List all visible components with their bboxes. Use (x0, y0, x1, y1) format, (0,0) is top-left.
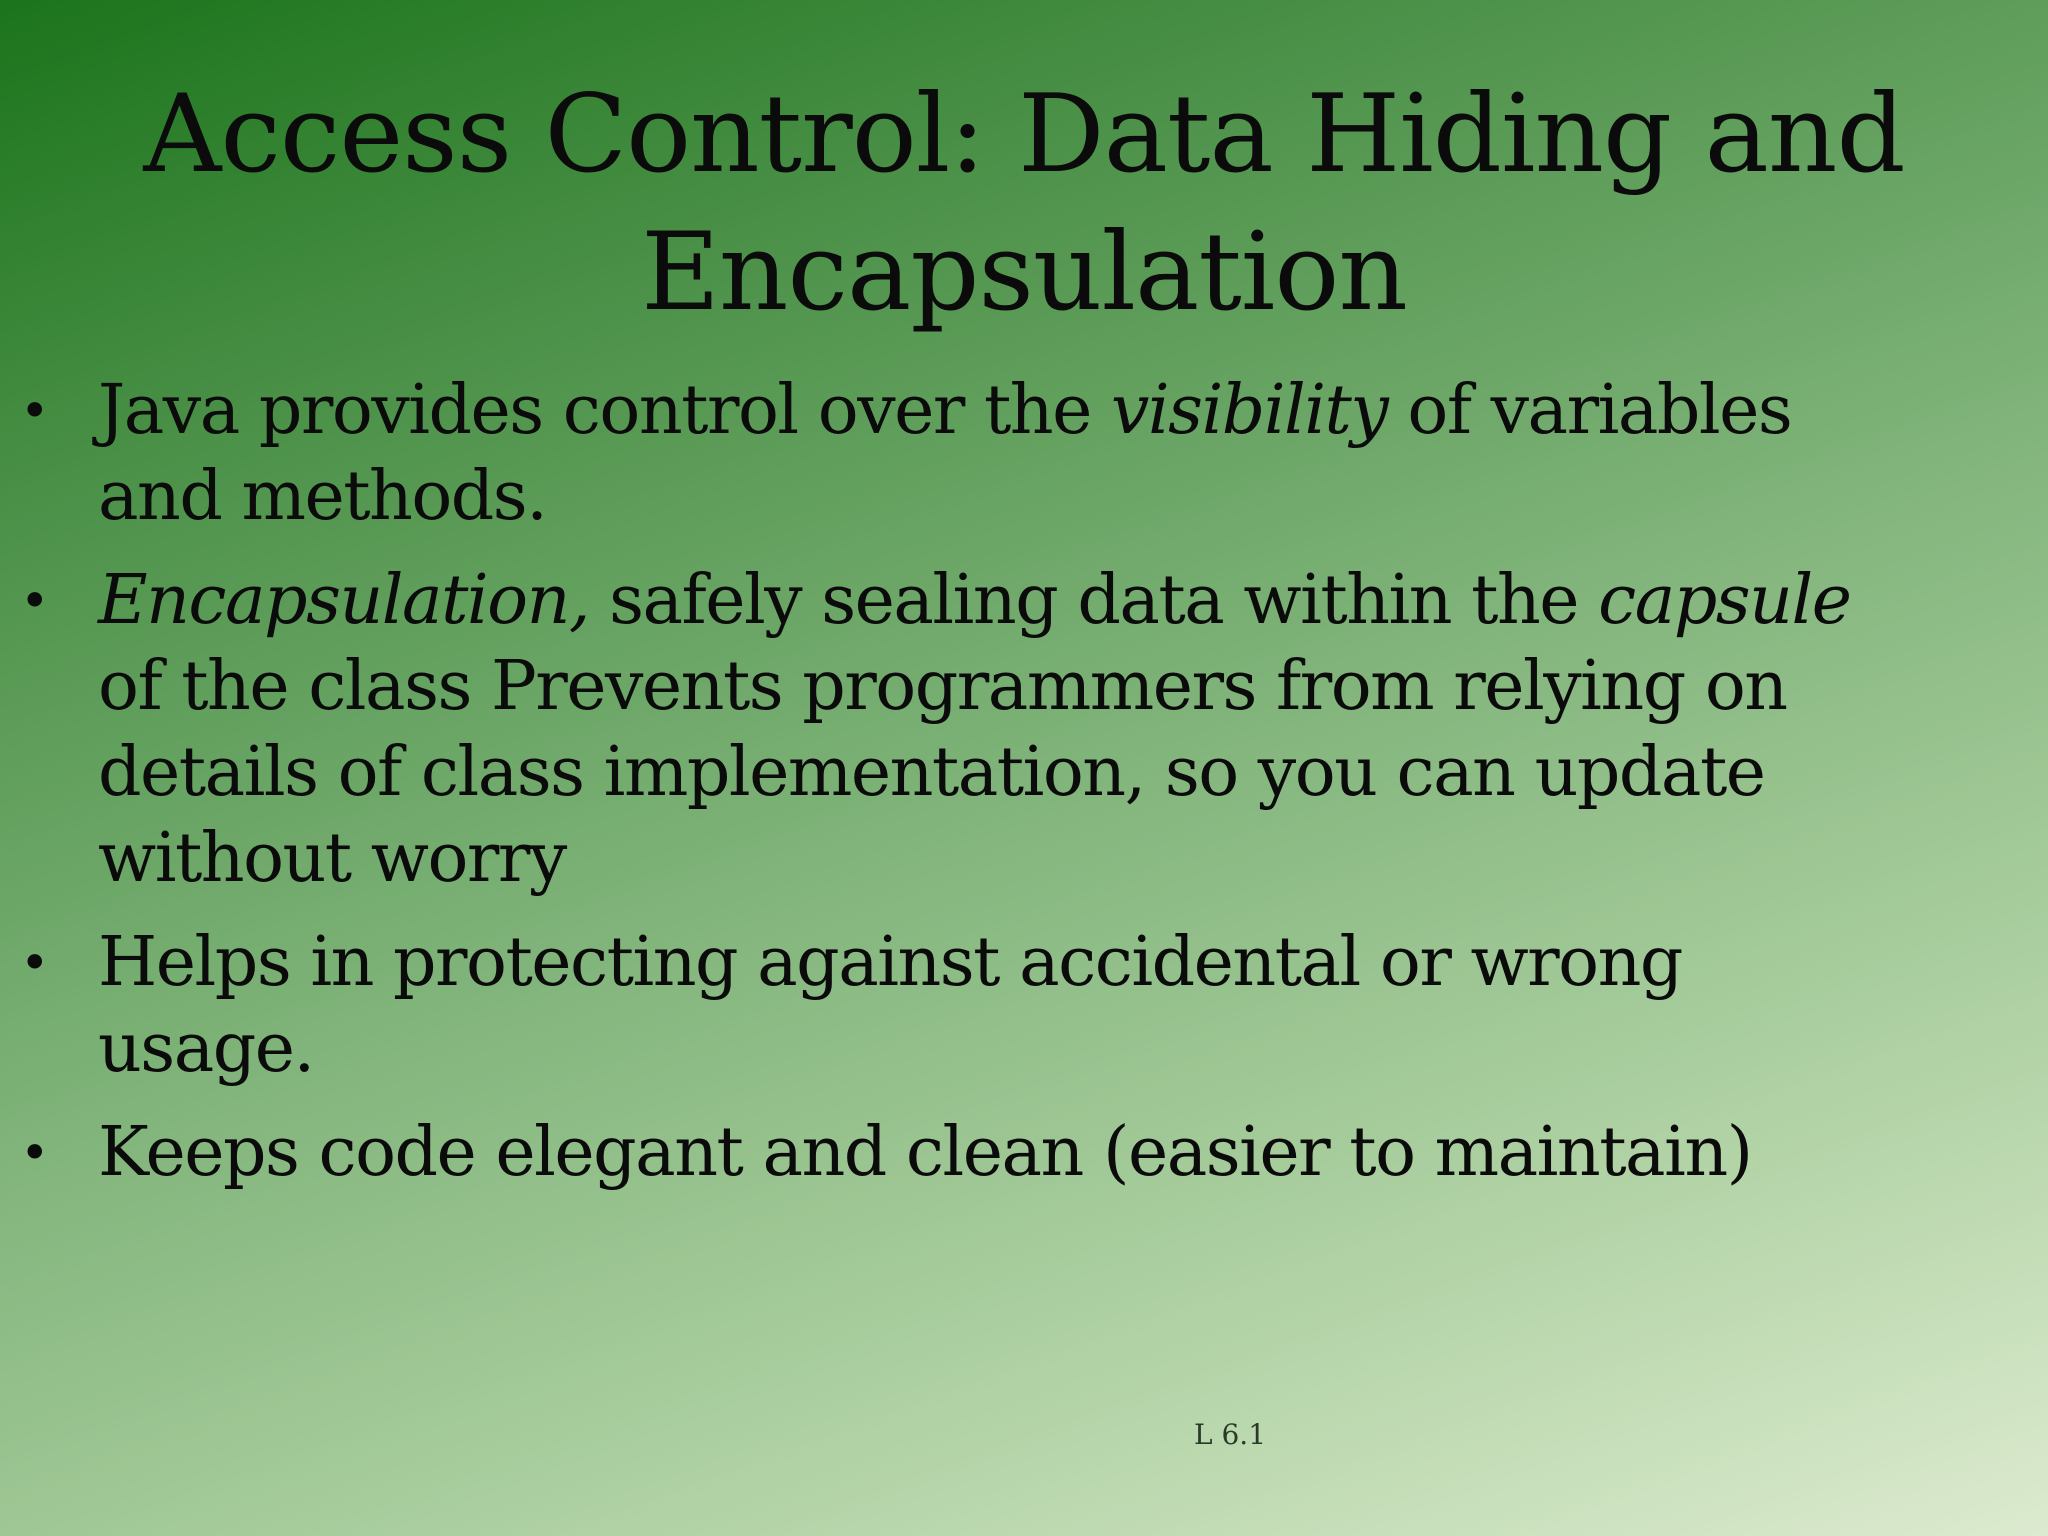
bullet-text-segment: without worry (98, 819, 566, 898)
bullet-marker: • (20, 934, 48, 992)
bullet-marker: • (20, 382, 48, 440)
bullet-text (98, 923, 1682, 1088)
bullet-item-encapsulation (16, 558, 2006, 902)
slide-title-line-2: Encapsulation (641, 210, 1407, 335)
bullet-text-segment: usage. (98, 1009, 314, 1088)
bullet-text-segment: details of class implementation, so you can update (98, 733, 1765, 812)
slide-title-line-1: Access Control: Data Hiding and (143, 72, 1905, 197)
bullet-text-segment: safely sealing data within the (589, 561, 1599, 640)
slide-number: L 6.1 (1194, 1418, 1267, 1451)
bullet-text-segment: Helps in protecting against accidental or wrong (98, 923, 1682, 1002)
bullet-list (16, 368, 2006, 1214)
bullet-text-emphasis: capsule (1598, 561, 1851, 640)
bullet-marker: • (20, 572, 48, 630)
bullet-text-segment: Keeps code elegant and clean (easier to maintain) (98, 1113, 1752, 1192)
bullet-text-segment: of the class Prevents programmers from relying on (98, 647, 1787, 726)
slide-title (100, 66, 1948, 342)
bullet-item-protection (16, 920, 2006, 1092)
bullet-text-segment: Java provides control over the (98, 371, 1111, 450)
bullet-text (98, 371, 1791, 536)
bullet-text-segment: and methods. (98, 457, 547, 536)
bullet-text (98, 561, 1850, 898)
bullet-text (98, 1113, 1752, 1192)
bullet-text-emphasis: Encapsulation, (98, 561, 589, 640)
bullet-text-segment: of variables (1387, 371, 1792, 450)
bullet-marker: • (20, 1124, 48, 1182)
bullet-item-clean-code (16, 1110, 2006, 1196)
bullet-item-visibility (16, 368, 2006, 540)
bullet-text-emphasis: visibility (1110, 371, 1388, 450)
